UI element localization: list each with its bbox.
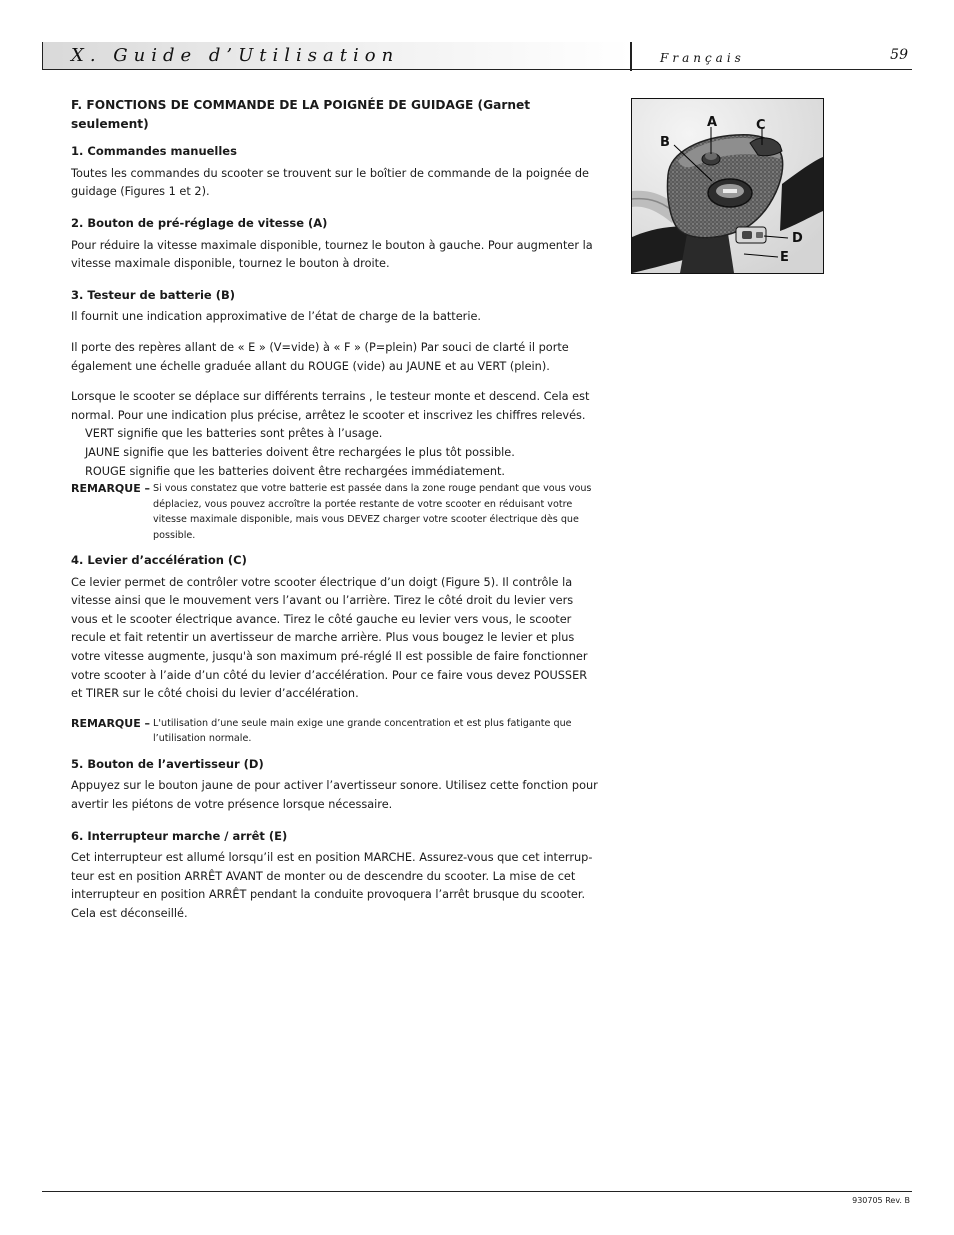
subsection-heading-4: 4. Levier d’accélération (C) <box>71 553 247 568</box>
battery-yellow-meaning: JAUNE signifie que les batteries doivent être rechargées le plus tôt possible. <box>85 445 515 459</box>
subsection-heading-1: 1. Commandes manuelles <box>71 144 237 159</box>
section-title: F. FONCTIONS DE COMMANDE DE LA POIGNÉE DE GUIDAGE (Garnet seulement) <box>71 98 531 131</box>
battery-red-meaning: ROUGE signifie que les batteries doivent être rechargées immédiatement. <box>85 464 506 478</box>
label-a: A <box>707 115 718 130</box>
note-battery <box>71 481 601 543</box>
paragraph: Il porte des repères allant de « E » (V=vide) à « F » (P=plein) Par souci de clarté il porte également une échelle graduée allant du ROUGE (vide) au JAUNE et au VERT (plein). <box>71 340 569 373</box>
language-label: Français <box>660 51 745 65</box>
subsection-heading-5: 5. Bouton de l’avertisseur (D) <box>71 756 264 771</box>
footer-rule <box>42 1191 912 1192</box>
label-c: C <box>756 118 766 133</box>
subsection-heading-3: 3. Testeur de batterie (B) <box>71 287 236 302</box>
header-rule <box>632 69 912 70</box>
paragraph: Il fournit une indication approximative de l’état de charge de la batterie. <box>71 310 481 324</box>
paragraph: Pour réduire la vitesse maximale disponible, tournez le bouton à gauche. Pour augmenter la vitesse maximale disponible, tournez le bouton à droite. <box>71 238 593 271</box>
paragraph: Cet interrupteur est allumé lorsqu’il est en position MARCHE. Assurez-vous que cet interrup-teur est en position ARRÊT AVANT de monter ou de descendre du scooter. La mise de cet interrupteur en position ARRÊT pendant la conduite provoquera l’arrêt brusque du scooter. Cela est déconseillé. <box>71 851 593 920</box>
note-one-hand <box>71 716 601 747</box>
document-code: 930705 Rev. B <box>852 1196 910 1205</box>
chapter-title: X. Guide d’Utilisation <box>71 45 400 66</box>
header-divider <box>630 42 632 71</box>
label-b: B <box>660 135 670 150</box>
note-label: REMARQUE – <box>71 482 151 496</box>
main-content <box>71 96 601 924</box>
page-header <box>42 42 912 72</box>
label-e: E <box>780 250 789 265</box>
label-d: D <box>792 231 803 246</box>
tiller-illustration <box>632 99 823 273</box>
subsection-heading-2: 2. Bouton de pré-réglage de vitesse (A) <box>71 215 328 230</box>
note-text: L'utilisation d’une seule main exige une grande concentration et est plus fatigante que l’utilisation normale. <box>153 717 572 745</box>
paragraph: Toutes les commandes du scooter se trouvent sur le boîtier de commande de la poignée de guidage (Figures 1 et 2). <box>71 166 589 199</box>
paragraph: Appuyez sur le bouton jaune de pour activer l’avertisseur sonore. Utilisez cette fonction pour avertir les piétons de votre présence lorsque nécessaire. <box>71 779 598 812</box>
paragraph: Lorsque le scooter se déplace sur différents terrains , le testeur monte et descend. Cela est normal. Pour une indication plus précise, arrêtez le scooter et inscrivez les chiffres relevés. <box>71 390 590 422</box>
tiller-photo <box>631 98 824 274</box>
note-label: REMARQUE – <box>71 716 151 730</box>
battery-green-meaning: VERT signifie que les batteries sont prêtes à l’usage. <box>85 427 383 441</box>
page-number: 59 <box>890 47 908 63</box>
header-title-box <box>42 42 631 70</box>
note-text: Si vous constatez que votre batterie est passée dans la zone rouge pendant que vous vous déplaciez, vous pouvez accroître la portée restante de votre scooter en réduisant votre vitesse maximale disponible, mais vous DEVEZ charger votre scooter électrique dès que possible. <box>153 483 592 541</box>
paragraph: Ce levier permet de contrôler votre scooter électrique d’un doigt (Figure 5). Il contrôle la vitesse ainsi que le mouvement vers l’avant ou l’arrière. Tirez le côté droit du levier vers vous et le scooter électrique avance. Tirez le côté gauche eu levier vers vous, le scooter recule et fait retentir un avertisseur de marche arrière. Plus vous bougez le levier et plus votre vitesse augmente, jusqu'à son maximum pré-réglé Il est possible de faire fonctionner votre scooter à l’aide d’un côté du levier d’accélération. Pour ce faire vous devez POUSSER et TIRER sur le côté choisi du levier d’accélération. <box>71 575 588 701</box>
subsection-heading-6: 6. Interrupteur marche / arrêt (E) <box>71 828 288 843</box>
